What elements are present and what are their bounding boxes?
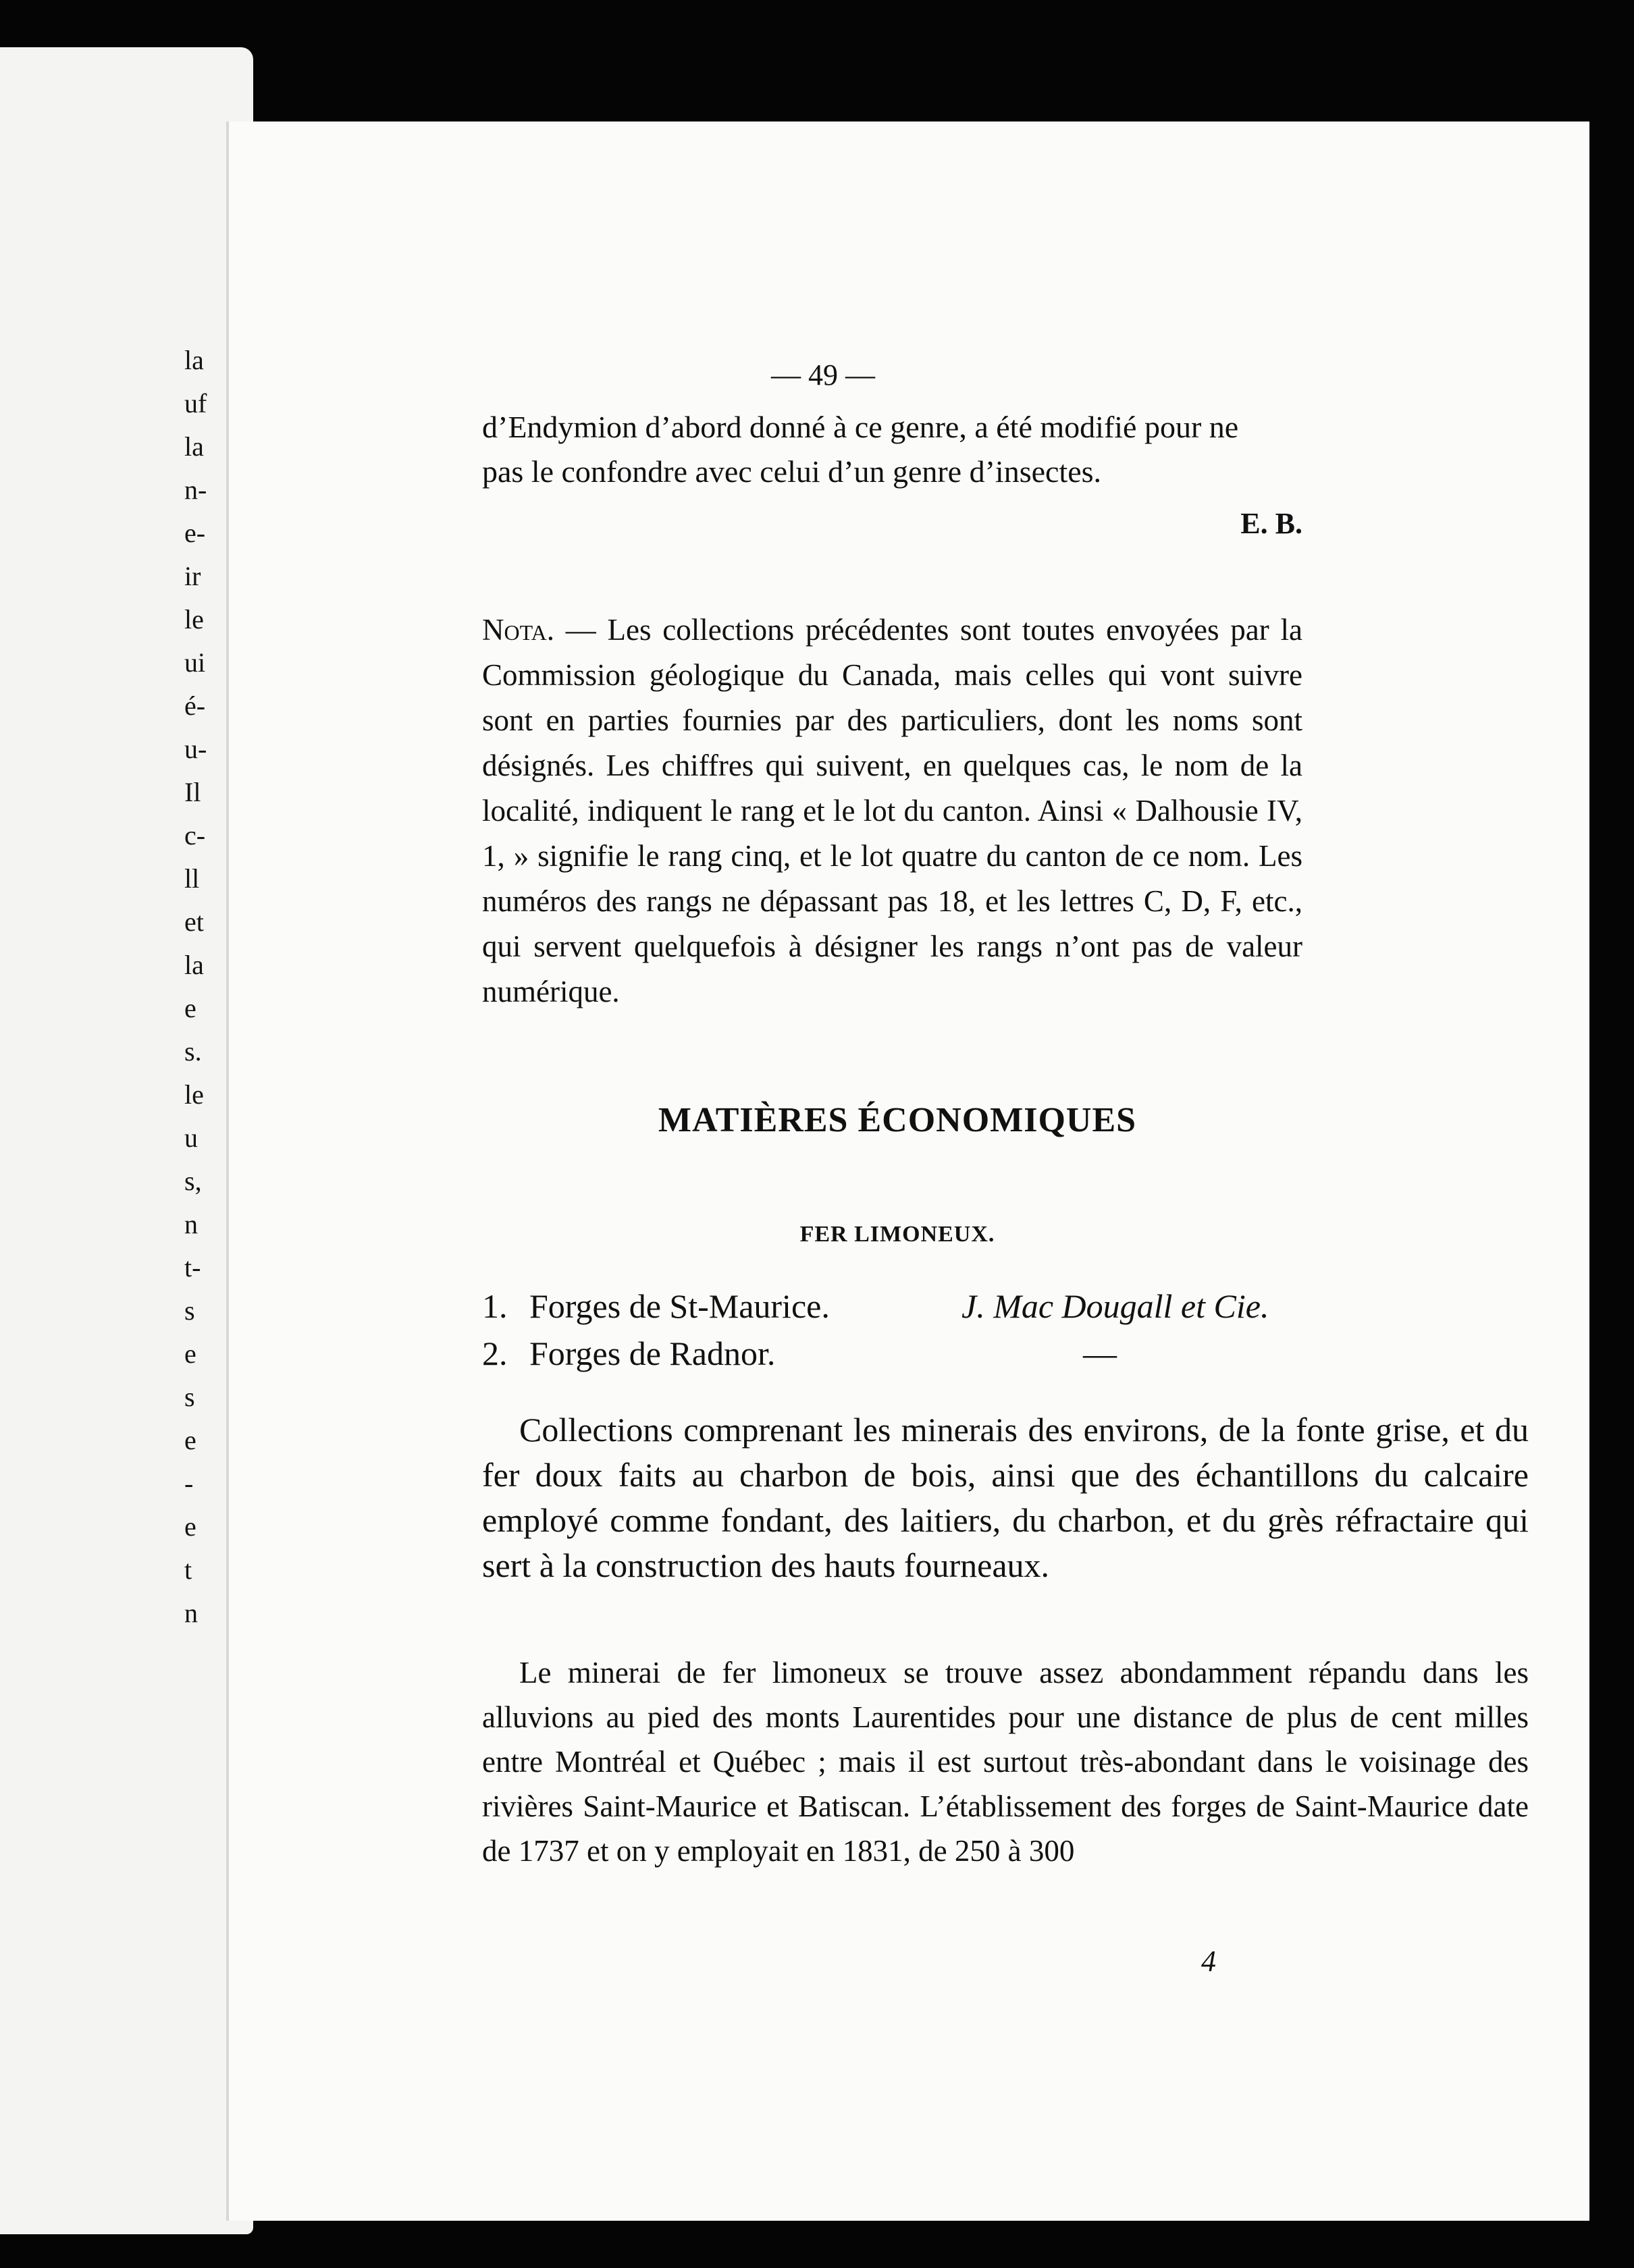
previous-page-fragment: t- (184, 1252, 201, 1282)
signature-mark: 4 (1201, 1945, 1216, 1978)
carry-over-line: pas le confondre avec celui d’un genre d’insectes. (482, 454, 1102, 489)
previous-page-fragment: n- (184, 475, 207, 505)
previous-page-fragment: le (184, 604, 204, 634)
previous-page-fragment: n (184, 1598, 198, 1628)
previous-page-fragment: s. (184, 1036, 202, 1066)
collection-description: Collections comprenant les minerais des environs, de la fonte grise, et du fer doux faits au charbon de bois, ainsi que des échantillons du calcaire employé comme fondant, des laitiers, du charbon, et du grès réfractaire qui sert à la construction des hauts fourneaux. (482, 1411, 1529, 1584)
previous-page-fragment: ui (184, 647, 206, 678)
previous-page-fragment: e (184, 993, 196, 1023)
previous-page-fragment: ir (184, 561, 201, 591)
entry-name: Forges de St-Maurice. (529, 1287, 830, 1325)
previous-page-fragment: u (184, 1123, 198, 1153)
entry-number: 2. (482, 1334, 508, 1372)
previous-page-fragment: s, (184, 1166, 202, 1196)
previous-page-fragment: s (184, 1382, 195, 1412)
entry-donor: — (1083, 1334, 1117, 1372)
collection-entries (482, 1282, 1495, 1377)
entry-name: Forges de Radnor. (529, 1334, 776, 1372)
previous-page-fragment: uf (184, 388, 207, 418)
previous-page-fragment: Il (184, 777, 201, 807)
previous-page-fragment: - (184, 1468, 194, 1498)
previous-page-fragment: s (184, 1295, 195, 1326)
previous-page-fragment: la (184, 345, 204, 375)
previous-page-fragment: é- (184, 691, 206, 721)
previous-page-fragment: n (184, 1209, 198, 1239)
book-page (226, 122, 1589, 2221)
previous-page-fragment: et (184, 907, 204, 937)
carry-over-paragraph (482, 405, 1302, 494)
previous-page-fragment: c- (184, 820, 206, 850)
history-paragraph: Le minerai de fer limoneux se trouve assez abondamment répandu dans les alluvions au pied des monts Laurentides pour une distance de plus de cent milles entre Montréal et Québec ; mais il est surtout très-abondant dans le voisinage des rivières Saint-Maurice et Batiscan. L’établissement des forges de Saint-Maurice date de 1737 et on y employait en 1831, de 250 à 300 (482, 1656, 1529, 1868)
previous-page-fragment: t (184, 1555, 192, 1585)
previous-page-fragment: e (184, 1511, 196, 1542)
previous-page-fragment: e- (184, 518, 206, 548)
entry-donor: J. Mac Dougall et Cie. (961, 1287, 1269, 1325)
previous-page-fragment: e (184, 1425, 196, 1455)
page-number: — 49 — (771, 358, 875, 392)
collection-entry (482, 1330, 1495, 1377)
section-heading: MATIÈRES ÉCONOMIQUES (658, 1101, 1137, 1139)
carry-over-line: d’Endymion d’abord donné à ce genre, a été modifié pour ne (482, 410, 1239, 444)
collection-entry (482, 1282, 1495, 1330)
previous-page-fragment: le (184, 1079, 204, 1110)
nota-lead: Nota. (482, 613, 554, 647)
previous-page-fragment: u- (184, 734, 207, 764)
subsection-heading: FER LIMONEUX. (799, 1222, 995, 1247)
previous-page-fragment: e (184, 1339, 196, 1369)
previous-page-fragment: la (184, 431, 204, 462)
nota-body: — Les collections précédentes sont toutes envoyées par la Commission géologique du Canada, mais celles qui vont suivre sont en parties fournies par des particuliers, dont les noms sont désignés. Les chiffres qui suivent, en quelques cas, le nom de la localité, indiquent le rang et le lot du canton. Ainsi « Dalhousie IV, 1, » signifie le rang cinq, et le lot quatre du canton de ce nom. Les numéros des rangs ne dépassant pas 18, et les lettres C, D, F, etc., qui servent quelquefois à désigner les rangs n’ont pas de valeur numérique. (482, 613, 1302, 1008)
nota-paragraph (482, 608, 1302, 1015)
previous-page-fragment: la (184, 950, 204, 980)
previous-page-edge (0, 47, 253, 2234)
entry-number: 1. (482, 1287, 508, 1325)
author-signature: E. B. (1240, 507, 1302, 540)
previous-page-fragment: ll (184, 863, 200, 894)
